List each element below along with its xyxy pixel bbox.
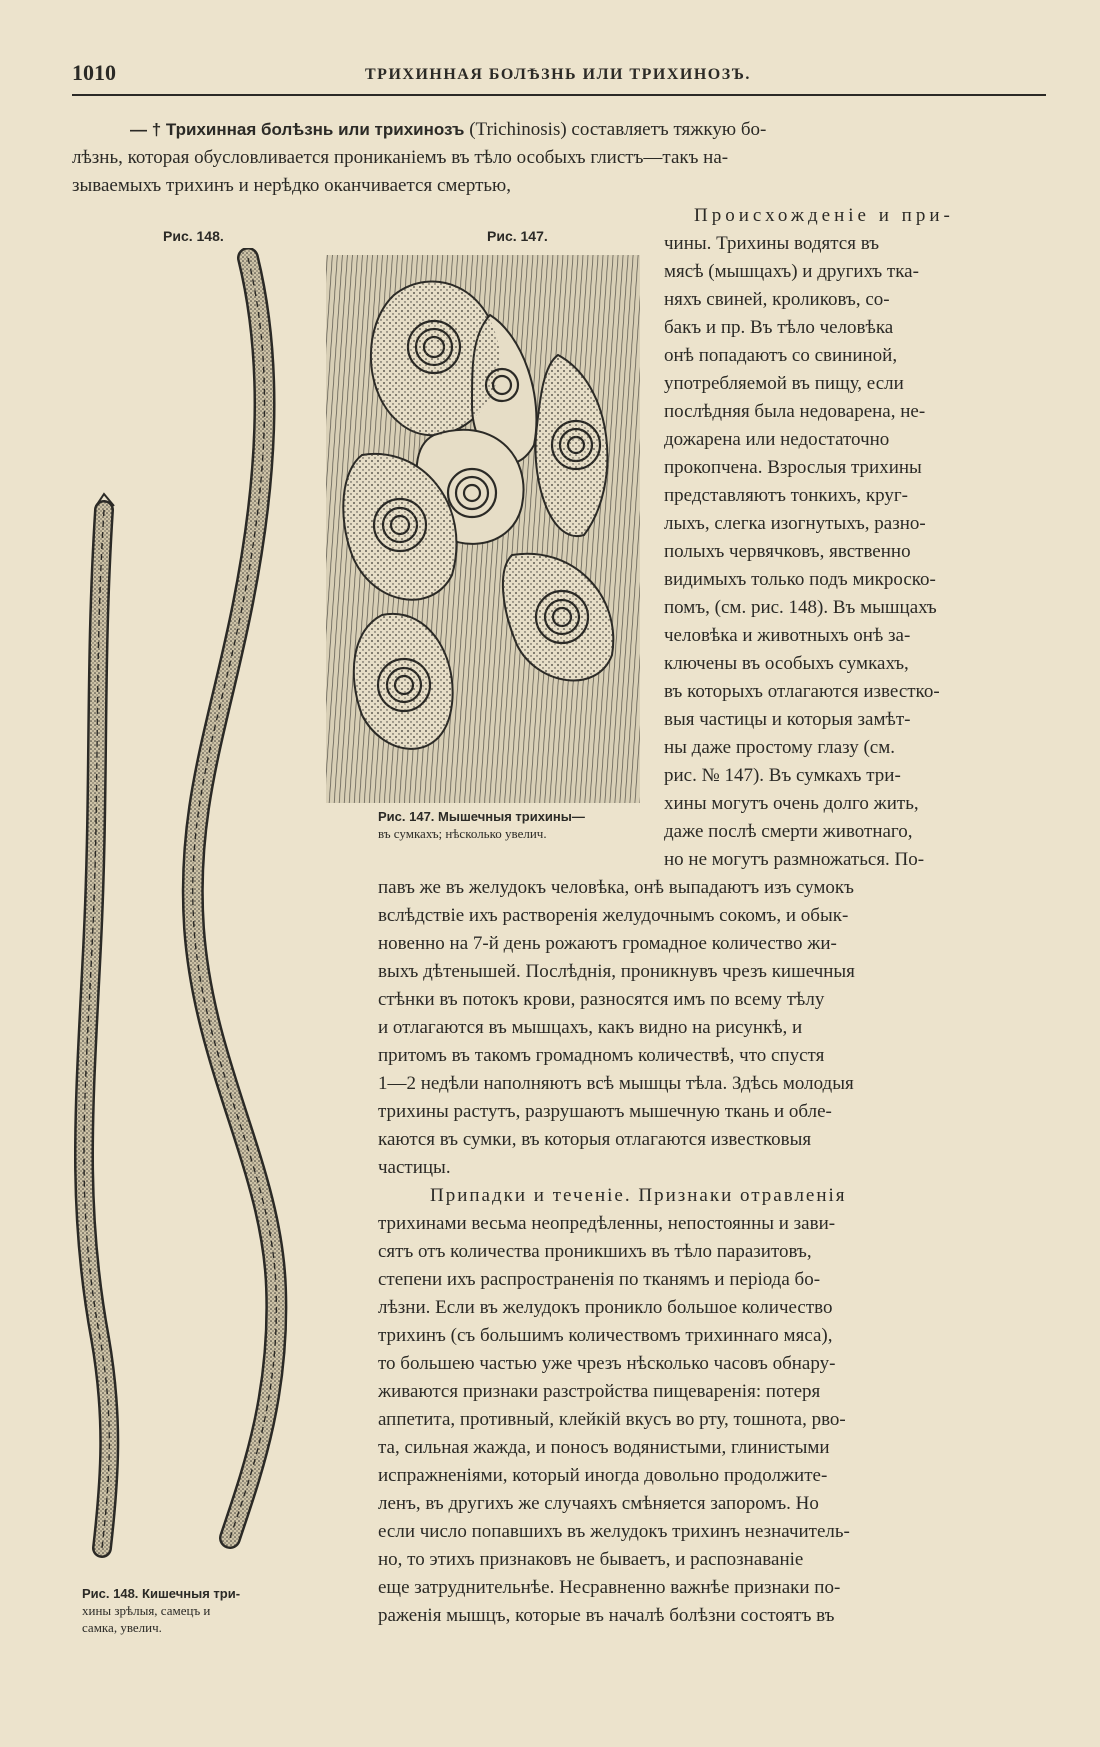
wide-line-9: каются въ сумки, въ которыя отлагаются известковыя bbox=[378, 1129, 812, 1150]
narrow-line-19: ны даже простому глазу (см. bbox=[664, 737, 896, 758]
narrow-line-5: онѣ попадаютъ со свининой, bbox=[664, 345, 898, 366]
fig148-caption bbox=[82, 1585, 337, 1636]
wide-line-17: то большею частью уже чрезъ нѣсколько часовъ обнару- bbox=[378, 1353, 836, 1374]
wide-line-24: но, то этихъ признаковъ не бываетъ, и распознаваніе bbox=[378, 1549, 804, 1570]
wide-line-11: Припадки и теченіе. Признаки отравленія bbox=[430, 1185, 847, 1206]
wide-line-22: ленъ, въ другихъ же случаяхъ смѣняется запоромъ. Но bbox=[378, 1493, 819, 1514]
wide-line-19: аппетита, противный, клейкій вкусъ во рту, тошнота, рво- bbox=[378, 1409, 846, 1430]
wide-line-0: павъ же въ желудокъ человѣка, онѣ выпадаютъ изъ сумокъ bbox=[378, 877, 854, 898]
narrow-line-12: полыхъ червячковъ, явственно bbox=[664, 541, 911, 562]
wide-line-23: если число попавшихъ въ желудокъ трихинъ незначитель- bbox=[378, 1521, 850, 1542]
narrow-line-4: бакъ и пр. Въ тѣло человѣка bbox=[664, 317, 894, 338]
wide-line-4: стѣнки въ потокъ крови, разносятся имъ по всему тѣлу bbox=[378, 989, 825, 1010]
wide-line-8: трихины растутъ, разрушаютъ мышечную ткань и обле- bbox=[378, 1101, 832, 1122]
narrow-line-17: въ которыхъ отлагаются известко- bbox=[664, 681, 940, 702]
intro-lead-term: — † Трихинная болѣзнь или трихинозъ bbox=[130, 120, 465, 139]
running-head: ТРИХИННАЯ БОЛѢЗНЬ ИЛИ ТРИХИНОЗЪ. bbox=[365, 66, 751, 83]
wide-line-13: сятъ отъ количества проникшихъ въ тѣло паразитовъ, bbox=[378, 1241, 812, 1262]
wide-line-21: испражненіями, который иногда довольно продолжите- bbox=[378, 1465, 828, 1486]
wide-line-25: еще затруднительнѣе. Несравненно важнѣе признаки по- bbox=[378, 1577, 841, 1598]
intro-line-1-rest: (Trichinosis) составляетъ тяжкую бо- bbox=[469, 119, 767, 140]
narrow-line-13: видимыхъ только подъ микроско- bbox=[664, 569, 936, 590]
wide-line-26: раженія мышцъ, которые въ началѣ болѣзни состоятъ въ bbox=[378, 1605, 835, 1626]
wide-line-12: трихинами весьма неопредѣленны, непостоянны и зави- bbox=[378, 1213, 836, 1234]
narrow-line-11: лыхъ, слегка изогнутыхъ, разно- bbox=[664, 513, 926, 534]
fig147-label: Рис. 147. bbox=[487, 228, 548, 244]
fig147-caption-text: въ сумкахъ; нѣсколько увелич. bbox=[378, 826, 547, 841]
narrow-line-8: дожарена или недостаточно bbox=[664, 429, 890, 450]
narrow-line-15: человѣка и животныхъ онѣ за- bbox=[664, 625, 911, 646]
wide-line-15: лѣзни. Если въ желудокъ проникло большое количество bbox=[378, 1297, 833, 1318]
narrow-line-3: няхъ свиней, кроликовъ, со- bbox=[664, 289, 890, 310]
narrow-line-18: выя частицы и которыя замѣт- bbox=[664, 709, 911, 730]
fig148-caption-text-1: хины зрѣлыя, самецъ и bbox=[82, 1603, 211, 1618]
wide-line-3: выхъ дѣтенышей. Послѣднія, проникнувъ чрезъ кишечныя bbox=[378, 961, 855, 982]
header-rule bbox=[72, 94, 1046, 96]
intro-line-3: зываемыхъ трихинъ и нерѣдко оканчивается смертью, bbox=[72, 175, 511, 196]
wide-line-18: живаются признаки разстройства пищеваренія: потеря bbox=[378, 1381, 821, 1402]
narrow-line-23: но не могутъ размножаться. По- bbox=[664, 849, 925, 870]
wide-line-2: новенно на 7-й день рожаютъ громадное количество жи- bbox=[378, 933, 837, 954]
narrow-line-14: помъ, (см. рис. 148). Въ мышцахъ bbox=[664, 597, 937, 618]
narrow-line-16: ключены въ особыхъ сумкахъ, bbox=[664, 653, 909, 674]
narrow-line-1: чины. Трихины водятся въ bbox=[664, 233, 880, 254]
fig147-muscle-trichinae-image bbox=[322, 255, 644, 803]
narrow-line-22: даже послѣ смерти животнаго, bbox=[664, 821, 913, 842]
fig147-caption bbox=[378, 808, 585, 842]
fig148-intestinal-trichinae-image bbox=[70, 248, 320, 1578]
narrow-line-20: рис. № 147). Въ сумкахъ три- bbox=[664, 765, 901, 786]
narrow-line-2: мясѣ (мышцахъ) и другихъ тка- bbox=[664, 261, 919, 282]
wide-line-16: трихинъ (съ большимъ количествомъ трихиннаго мяса), bbox=[378, 1325, 833, 1346]
fig148-label: Рис. 148. bbox=[163, 228, 224, 244]
intro-line-1 bbox=[130, 118, 766, 142]
wide-line-5: и отлагаются въ мышцахъ, какъ видно на рисункѣ, и bbox=[378, 1017, 803, 1038]
wide-line-14: степени ихъ распространенія по тканямъ и періода бо- bbox=[378, 1269, 821, 1290]
page-number: 1010 bbox=[72, 60, 116, 85]
fig148-caption-title: Рис. 148. Кишечныя три- bbox=[82, 1586, 241, 1601]
narrow-line-10: представляютъ тонкихъ, круг- bbox=[664, 485, 909, 506]
intro-line-2: лѣзнь, которая обусловливается прониканіемъ въ тѣло особыхъ глистъ—такъ на- bbox=[72, 147, 729, 168]
narrow-line-0: Происхожденіе и при- bbox=[694, 205, 954, 226]
narrow-line-7: послѣдняя была недоварена, не- bbox=[664, 401, 926, 422]
wide-line-6: притомъ въ такомъ громадномъ количествѣ, что спустя bbox=[378, 1045, 825, 1066]
wide-line-7: 1—2 недѣли наполняютъ всѣ мышцы тѣла. Здѣсь молодыя bbox=[378, 1073, 854, 1094]
fig147-caption-title: Рис. 147. Мышечныя трихины— bbox=[378, 809, 585, 824]
narrow-line-21: хины могутъ очень долго жить, bbox=[664, 793, 919, 814]
wide-line-1: вслѣдствіе ихъ растворенія желудочнымъ сокомъ, и обык- bbox=[378, 905, 849, 926]
narrow-line-9: прокопчена. Взрослыя трихины bbox=[664, 457, 922, 478]
fig148-caption-text-2: самка, увелич. bbox=[82, 1620, 162, 1635]
wide-line-20: та, сильная жажда, и поносъ водянистыми, глинистыми bbox=[378, 1437, 830, 1458]
narrow-line-6: употребляемой въ пищу, если bbox=[664, 373, 904, 394]
wide-line-10: частицы. bbox=[378, 1157, 451, 1178]
